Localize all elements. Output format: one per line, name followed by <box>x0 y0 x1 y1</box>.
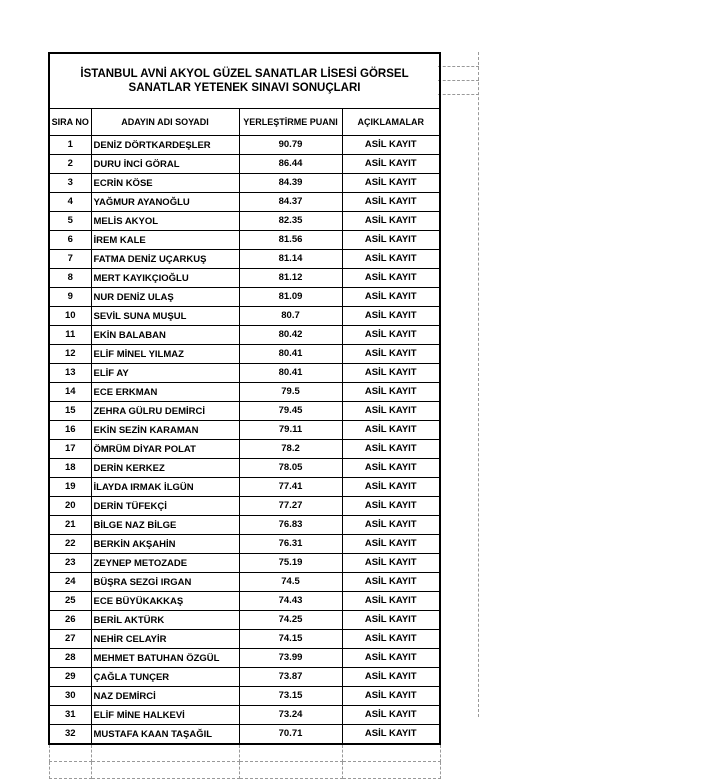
placement-score: 81.12 <box>239 269 342 288</box>
status-note: ASİL KAYIT <box>342 174 440 193</box>
candidate-name: İREM KALE <box>91 231 239 250</box>
placement-score: 79.5 <box>239 383 342 402</box>
row-number: 23 <box>49 554 91 573</box>
empty-cell <box>342 744 440 762</box>
placement-score: 76.83 <box>239 516 342 535</box>
placement-score: 80.7 <box>239 307 342 326</box>
placement-score: 77.27 <box>239 497 342 516</box>
table-row <box>49 345 440 364</box>
candidate-name: EKİN SEZİN KARAMAN <box>91 421 239 440</box>
table-row <box>49 592 440 611</box>
status-note: ASİL KAYIT <box>342 307 440 326</box>
row-number: 31 <box>49 706 91 725</box>
status-note: ASİL KAYIT <box>342 459 440 478</box>
status-note: ASİL KAYIT <box>342 345 440 364</box>
table-row <box>49 364 440 383</box>
title-row <box>49 53 440 109</box>
header-score: YERLEŞTİRME PUANI <box>239 109 342 136</box>
row-number: 24 <box>49 573 91 592</box>
candidate-name: NUR DENİZ ULAŞ <box>91 288 239 307</box>
row-number: 27 <box>49 630 91 649</box>
candidate-name: YAĞMUR AYANOĞLU <box>91 193 239 212</box>
empty-cell <box>91 744 239 762</box>
status-note: ASİL KAYIT <box>342 421 440 440</box>
placement-score: 77.41 <box>239 478 342 497</box>
table-row <box>49 516 440 535</box>
empty-cell <box>342 762 440 779</box>
candidate-name: NAZ DEMİRCİ <box>91 687 239 706</box>
empty-row <box>49 744 440 762</box>
placement-score: 73.99 <box>239 649 342 668</box>
placement-score: 73.24 <box>239 706 342 725</box>
placement-score: 79.11 <box>239 421 342 440</box>
row-number: 26 <box>49 611 91 630</box>
candidate-name: SEVİL SUNA MUŞUL <box>91 307 239 326</box>
status-note: ASİL KAYIT <box>342 706 440 725</box>
status-note: ASİL KAYIT <box>342 288 440 307</box>
table-row <box>49 269 440 288</box>
empty-cell <box>49 744 91 762</box>
status-note: ASİL KAYIT <box>342 478 440 497</box>
status-note: ASİL KAYIT <box>342 573 440 592</box>
placement-score: 84.37 <box>239 193 342 212</box>
table-row <box>49 497 440 516</box>
row-number: 16 <box>49 421 91 440</box>
placement-score: 79.45 <box>239 402 342 421</box>
table-row <box>49 174 440 193</box>
row-number: 12 <box>49 345 91 364</box>
table-row <box>49 706 440 725</box>
placement-score: 74.43 <box>239 592 342 611</box>
status-note: ASİL KAYIT <box>342 250 440 269</box>
candidate-name: ELİF MİNEL YILMAZ <box>91 345 239 364</box>
candidate-name: ZEYNEP METOZADE <box>91 554 239 573</box>
placement-score: 81.14 <box>239 250 342 269</box>
table-row <box>49 250 440 269</box>
header-row <box>49 109 440 136</box>
status-note: ASİL KAYIT <box>342 687 440 706</box>
status-note: ASİL KAYIT <box>342 516 440 535</box>
status-note: ASİL KAYIT <box>342 535 440 554</box>
table-row <box>49 212 440 231</box>
table-row <box>49 231 440 250</box>
table-row <box>49 383 440 402</box>
header-no: SIRA NO <box>49 109 91 136</box>
status-note: ASİL KAYIT <box>342 611 440 630</box>
row-number: 10 <box>49 307 91 326</box>
status-note: ASİL KAYIT <box>342 630 440 649</box>
table-row <box>49 649 440 668</box>
status-note: ASİL KAYIT <box>342 649 440 668</box>
placement-score: 86.44 <box>239 155 342 174</box>
header-note: AÇIKLAMALAR <box>342 109 440 136</box>
empty-row <box>49 762 440 779</box>
status-note: ASİL KAYIT <box>342 592 440 611</box>
row-number: 7 <box>49 250 91 269</box>
placement-score: 73.87 <box>239 668 342 687</box>
row-number: 13 <box>49 364 91 383</box>
row-number: 17 <box>49 440 91 459</box>
row-number: 11 <box>49 326 91 345</box>
empty-cell <box>49 762 91 779</box>
placement-score: 78.05 <box>239 459 342 478</box>
table-row <box>49 668 440 687</box>
status-note: ASİL KAYIT <box>342 136 440 155</box>
placement-score: 81.56 <box>239 231 342 250</box>
candidate-name: BİLGE NAZ BİLGE <box>91 516 239 535</box>
candidate-name: DERİN KERKEZ <box>91 459 239 478</box>
table-row <box>49 611 440 630</box>
candidate-name: ECRİN KÖSE <box>91 174 239 193</box>
candidate-name: BÜŞRA SEZGİ IRGAN <box>91 573 239 592</box>
placement-score: 75.19 <box>239 554 342 573</box>
table-row <box>49 136 440 155</box>
table-row <box>49 193 440 212</box>
row-number: 32 <box>49 725 91 745</box>
table-row <box>49 155 440 174</box>
placement-score: 80.41 <box>239 364 342 383</box>
row-number: 14 <box>49 383 91 402</box>
candidate-name: BERİL AKTÜRK <box>91 611 239 630</box>
candidate-name: EKİN BALABAN <box>91 326 239 345</box>
title-line-1: İSTANBUL AVNİ AKYOL GÜZEL SANATLAR LİSESİ GÖRSEL <box>80 68 409 80</box>
grid-line <box>438 94 479 95</box>
row-number: 18 <box>49 459 91 478</box>
row-number: 5 <box>49 212 91 231</box>
candidate-name: MEHMET BATUHAN ÖZGÜL <box>91 649 239 668</box>
table-row <box>49 326 440 345</box>
table-row <box>49 459 440 478</box>
candidate-name: ELİF MİNE HALKEVİ <box>91 706 239 725</box>
row-number: 20 <box>49 497 91 516</box>
status-note: ASİL KAYIT <box>342 497 440 516</box>
status-note: ASİL KAYIT <box>342 668 440 687</box>
status-note: ASİL KAYIT <box>342 231 440 250</box>
placement-score: 70.71 <box>239 725 342 745</box>
candidate-name: ECE BÜYÜKAKKAŞ <box>91 592 239 611</box>
grid-line <box>478 52 479 717</box>
placement-score: 90.79 <box>239 136 342 155</box>
candidate-name: DENİZ DÖRTKARDEŞLER <box>91 136 239 155</box>
candidate-name: DURU İNCİ GÖRAL <box>91 155 239 174</box>
table-row <box>49 630 440 649</box>
row-number: 28 <box>49 649 91 668</box>
status-note: ASİL KAYIT <box>342 193 440 212</box>
candidate-name: MERT KAYIKÇIOĞLU <box>91 269 239 288</box>
table-row <box>49 402 440 421</box>
row-number: 1 <box>49 136 91 155</box>
status-note: ASİL KAYIT <box>342 554 440 573</box>
table-row <box>49 478 440 497</box>
row-number: 4 <box>49 193 91 212</box>
status-note: ASİL KAYIT <box>342 440 440 459</box>
placement-score: 80.42 <box>239 326 342 345</box>
table-row <box>49 288 440 307</box>
status-note: ASİL KAYIT <box>342 212 440 231</box>
row-number: 22 <box>49 535 91 554</box>
placement-score: 74.25 <box>239 611 342 630</box>
candidate-name: DERİN TÜFEKÇİ <box>91 497 239 516</box>
placement-score: 74.5 <box>239 573 342 592</box>
row-number: 30 <box>49 687 91 706</box>
status-note: ASİL KAYIT <box>342 269 440 288</box>
results-table <box>48 52 441 779</box>
candidate-name: MELİS AKYOL <box>91 212 239 231</box>
grid-line <box>438 66 479 67</box>
row-number: 8 <box>49 269 91 288</box>
placement-score: 84.39 <box>239 174 342 193</box>
candidate-name: ÇAĞLA TUNÇER <box>91 668 239 687</box>
grid-line <box>438 80 479 81</box>
candidate-name: İLAYDA IRMAK İLGÜN <box>91 478 239 497</box>
placement-score: 76.31 <box>239 535 342 554</box>
row-number: 21 <box>49 516 91 535</box>
candidate-name: ECE ERKMAN <box>91 383 239 402</box>
status-note: ASİL KAYIT <box>342 364 440 383</box>
candidate-name: ÖMRÜM DİYAR POLAT <box>91 440 239 459</box>
row-number: 15 <box>49 402 91 421</box>
table-row <box>49 421 440 440</box>
status-note: ASİL KAYIT <box>342 326 440 345</box>
candidate-name: ZEHRA GÜLRU DEMİRCİ <box>91 402 239 421</box>
candidate-name: NEHİR CELAYİR <box>91 630 239 649</box>
candidate-name: ELİF AY <box>91 364 239 383</box>
table-row <box>49 573 440 592</box>
empty-cell <box>239 762 342 779</box>
header-name: ADAYIN ADI SOYADI <box>91 109 239 136</box>
table-row <box>49 440 440 459</box>
placement-score: 82.35 <box>239 212 342 231</box>
status-note: ASİL KAYIT <box>342 725 440 745</box>
status-note: ASİL KAYIT <box>342 402 440 421</box>
status-note: ASİL KAYIT <box>342 155 440 174</box>
row-number: 25 <box>49 592 91 611</box>
row-number: 6 <box>49 231 91 250</box>
table-row <box>49 725 440 745</box>
row-number: 29 <box>49 668 91 687</box>
placement-score: 73.15 <box>239 687 342 706</box>
empty-cell <box>91 762 239 779</box>
placement-score: 80.41 <box>239 345 342 364</box>
table-row <box>49 307 440 326</box>
empty-cell <box>239 744 342 762</box>
candidate-name: BERKİN AKŞAHİN <box>91 535 239 554</box>
table-row <box>49 554 440 573</box>
title-line-2: SANATLAR YETENEK SINAVI SONUÇLARI <box>128 82 361 94</box>
placement-score: 74.15 <box>239 630 342 649</box>
status-note: ASİL KAYIT <box>342 383 440 402</box>
table-row <box>49 535 440 554</box>
placement-score: 78.2 <box>239 440 342 459</box>
document-title <box>49 53 440 109</box>
placement-score: 81.09 <box>239 288 342 307</box>
candidate-name: MUSTAFA KAAN TAŞAĞIL <box>91 725 239 745</box>
row-number: 2 <box>49 155 91 174</box>
row-number: 3 <box>49 174 91 193</box>
table-row <box>49 687 440 706</box>
row-number: 9 <box>49 288 91 307</box>
row-number: 19 <box>49 478 91 497</box>
candidate-name: FATMA DENİZ UÇARKUŞ <box>91 250 239 269</box>
